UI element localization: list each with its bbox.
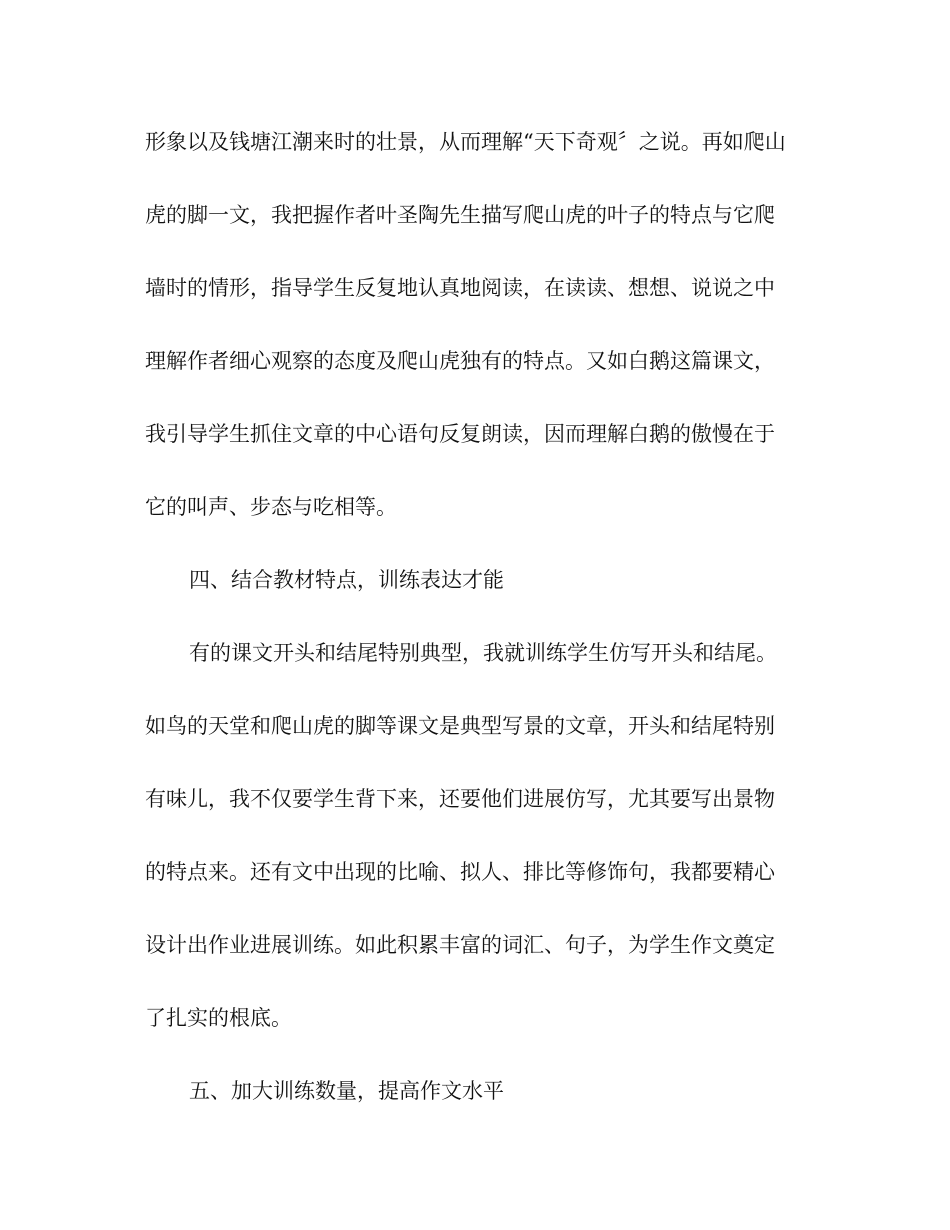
paragraph-line: 理解作者细心观察的态度及爬山虎独有的特点。又如白鹅这篇课文，	[145, 349, 775, 373]
paragraph-line: 我引导学生抓住文章的中心语句反复朗读，因而理解白鹅的傲慢在于	[145, 422, 775, 446]
paragraph-line: 设计出作业进展训练。如此积累丰富的词汇、句子，为学生作文奠定	[145, 933, 775, 957]
paragraph-line: 形象以及钱塘江潮来时的壮景，从而理解“天下奇观〞之说。再如爬山	[145, 130, 786, 154]
paragraph-line: 它的叫声、步态与吃相等。	[145, 495, 397, 519]
paragraph-line: 的特点来。还有文中出现的比喻、拟人、排比等修饰句，我都要精心	[145, 860, 775, 884]
paragraph-line: 如鸟的天堂和爬山虎的脚等课文是典型写景的文章，开头和结尾特别	[145, 714, 775, 738]
paragraph-line: 墙时的情形，指导学生反复地认真地阅读，在读读、想想、说说之中	[145, 276, 775, 300]
paragraph-line: 虎的脚一文，我把握作者叶圣陶先生描写爬山虎的叶子的特点与它爬	[145, 203, 775, 227]
paragraph-line: 了扎实的根底。	[145, 1006, 292, 1030]
section-heading: 四、结合教材特点，训练表达才能	[189, 568, 504, 592]
paragraph-line: 有的课文开头和结尾特别典型，我就训练学生仿写开头和结尾。	[189, 641, 777, 665]
section-heading: 五、加大训练数量，提高作文水平	[189, 1079, 504, 1103]
paragraph-line: 有味儿，我不仅要学生背下来，还要他们进展仿写，尤其要写出景物	[145, 787, 775, 811]
